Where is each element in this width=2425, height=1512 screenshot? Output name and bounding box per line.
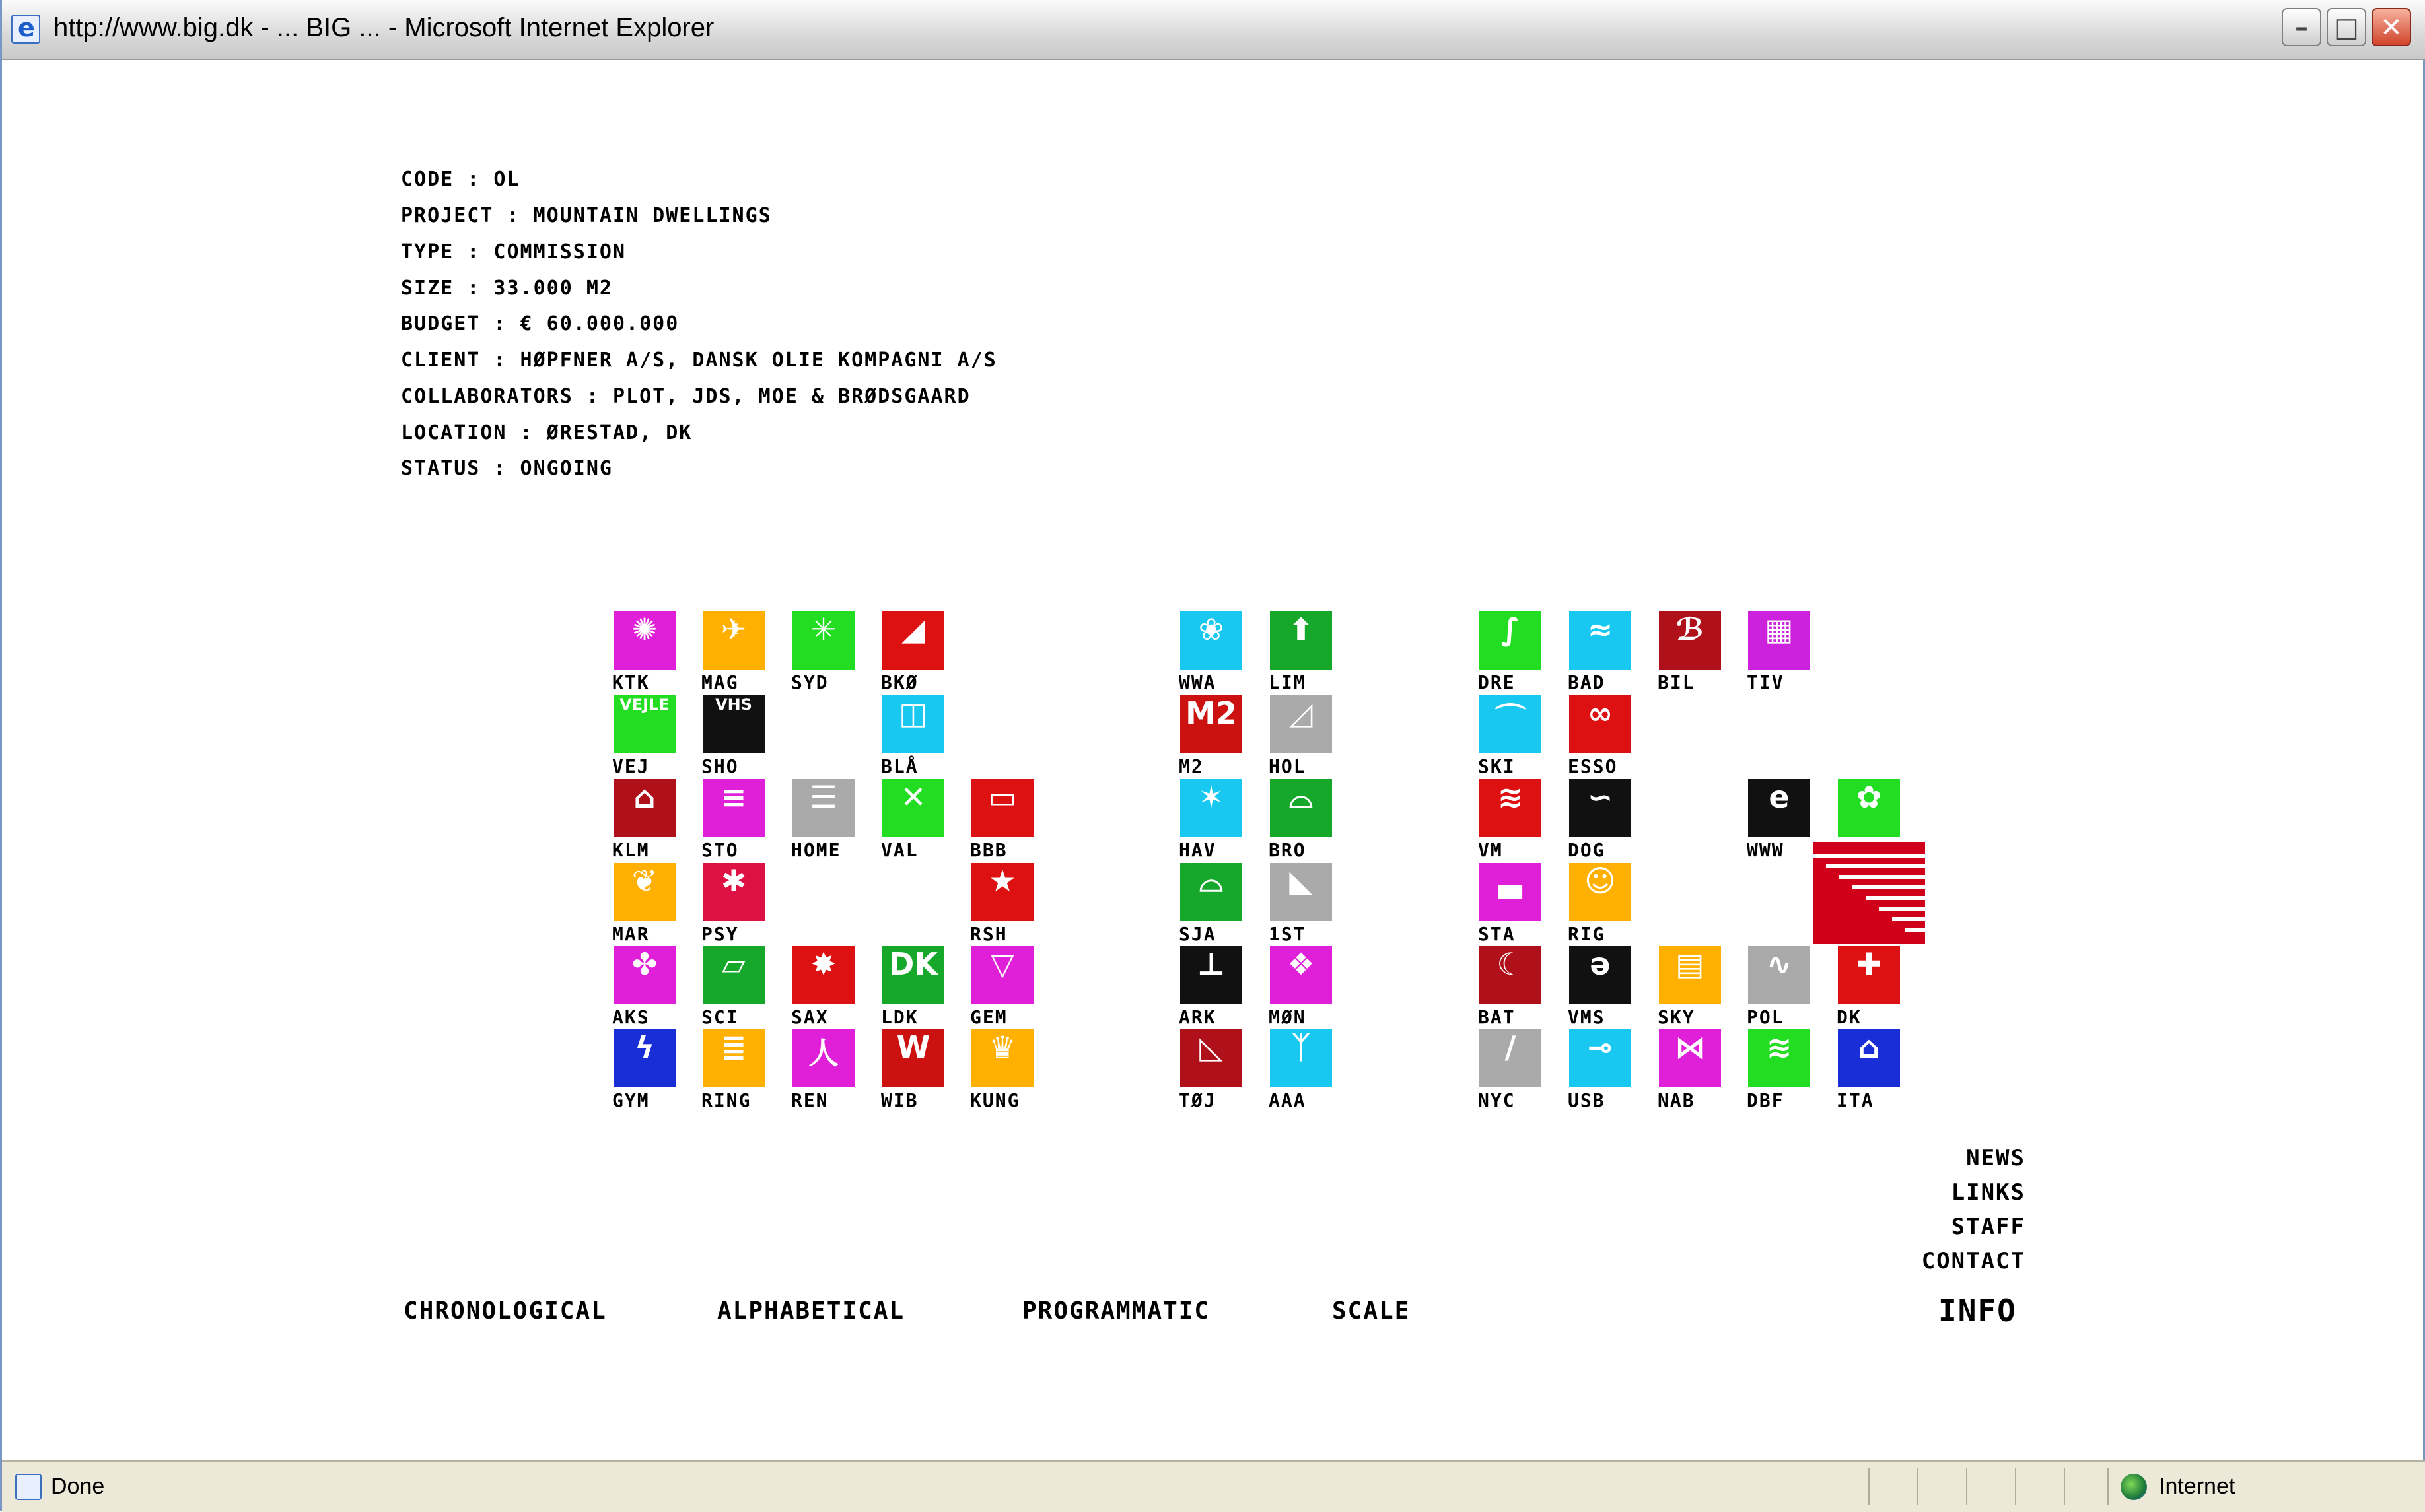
project-tile-bro[interactable] xyxy=(1270,779,1332,837)
val-icon: ✕ xyxy=(900,779,927,815)
title-bar[interactable] xyxy=(2,0,2425,60)
ita-icon: ⌂ xyxy=(1858,1029,1880,1065)
lim-icon: ⬆ xyxy=(1288,611,1314,647)
project-tile-label[interactable]: BIL xyxy=(1658,671,1695,693)
project-tile-bkø[interactable] xyxy=(882,611,944,670)
tiv-icon: ▦ xyxy=(1765,611,1794,647)
flag-staircase-icon[interactable] xyxy=(1813,842,1925,944)
stair-step xyxy=(1866,896,1925,900)
project-tile-mag[interactable] xyxy=(703,611,765,670)
ark-icon: ⊥ xyxy=(1197,946,1226,982)
project-tile-syd[interactable] xyxy=(792,611,855,670)
project-tile-label[interactable]: DBF xyxy=(1747,1089,1784,1111)
project-tile-label[interactable]: BLÅ xyxy=(881,755,919,777)
psy-icon: ✱ xyxy=(720,863,747,899)
stair-step xyxy=(1839,875,1925,879)
flag-icon: ✿ xyxy=(1856,779,1882,815)
nav-links[interactable]: LINKS xyxy=(1951,1179,2025,1206)
project-tile-1st[interactable] xyxy=(1270,863,1332,921)
project-tile-bil[interactable] xyxy=(1659,611,1721,670)
project-tile-esso[interactable] xyxy=(1569,695,1631,753)
status-divider xyxy=(2064,1468,2065,1505)
blå-icon: ◫ xyxy=(899,695,928,731)
project-tile-label[interactable]: PSY xyxy=(701,923,739,945)
project-tile-label[interactable]: AAA xyxy=(1269,1089,1306,1111)
sta-icon: ▃ xyxy=(1498,863,1522,899)
project-tile-label[interactable]: RSH xyxy=(970,923,1008,945)
project-tile-sax[interactable] xyxy=(792,946,855,1004)
stair-step xyxy=(1852,885,1925,889)
project-tile-label[interactable]: REN xyxy=(791,1089,829,1111)
sto-icon: ≡ xyxy=(720,779,747,815)
project-tile-label[interactable]: LDK xyxy=(881,1006,919,1028)
m2-icon: M2 xyxy=(1185,695,1237,731)
project-tile-bbb[interactable] xyxy=(971,779,1034,837)
project-tile-label[interactable]: SYD xyxy=(791,671,829,693)
project-tile-sja[interactable] xyxy=(1180,863,1242,921)
status-text: Done xyxy=(51,1474,105,1499)
project-tile-aaa[interactable] xyxy=(1270,1029,1332,1087)
minimize-button[interactable] xyxy=(2282,8,2321,46)
project-tile-rig[interactable] xyxy=(1569,863,1631,921)
project-tile-sho[interactable] xyxy=(703,695,765,753)
project-tile-label[interactable]: GEM xyxy=(970,1006,1008,1028)
info-type: TYPE : COMMISSION xyxy=(401,240,627,263)
project-tile-label[interactable]: TØJ xyxy=(1179,1089,1216,1111)
stair-step xyxy=(1879,907,1925,911)
project-tile-ktk[interactable] xyxy=(614,611,676,670)
bbb-icon: ▭ xyxy=(988,779,1017,815)
project-tile-dk[interactable] xyxy=(1838,946,1900,1004)
page-icon xyxy=(15,1474,42,1500)
sky-icon: ▤ xyxy=(1675,946,1705,982)
project-tile-bat[interactable] xyxy=(1479,946,1541,1004)
project-tile-psy[interactable] xyxy=(703,863,765,921)
project-tile-label[interactable]: NYC xyxy=(1478,1089,1516,1111)
project-tile-label[interactable]: WIB xyxy=(881,1089,919,1111)
project-tile-label[interactable]: KUNG xyxy=(970,1089,1020,1111)
stair-step xyxy=(1813,854,1925,858)
møn-icon: ❖ xyxy=(1287,946,1315,982)
project-tile-label[interactable]: ESSO xyxy=(1568,755,1618,777)
usb-icon: ⊸ xyxy=(1587,1029,1613,1065)
aks-icon: ✤ xyxy=(631,946,658,982)
project-tile-label[interactable]: DK xyxy=(1837,1006,1862,1028)
ski-icon: ⌒ xyxy=(1495,701,1526,737)
project-tile-sto[interactable] xyxy=(703,779,765,837)
project-tile-label[interactable]: DOG xyxy=(1568,839,1605,861)
ring-icon: ≣ xyxy=(720,1029,747,1065)
mag-icon: ✈ xyxy=(720,611,747,647)
home-icon: ☰ xyxy=(810,779,837,815)
stair-step xyxy=(1905,928,1925,932)
mar-icon: ❦ xyxy=(631,863,658,899)
project-tile-label[interactable]: 1ST xyxy=(1269,923,1306,945)
project-tile-label[interactable]: ARK xyxy=(1179,1006,1216,1028)
project-tile-dog[interactable] xyxy=(1569,779,1631,837)
kung-icon: ♛ xyxy=(989,1029,1016,1065)
project-tile-label[interactable]: KTK xyxy=(612,671,650,693)
bro-icon: ⌓ xyxy=(1288,779,1314,815)
project-tile-dre[interactable] xyxy=(1479,611,1541,670)
project-tile-label[interactable]: VEJ xyxy=(612,755,650,777)
internet-zone-icon xyxy=(2121,1474,2147,1500)
project-tile-label[interactable]: WWW xyxy=(1747,839,1784,861)
hav-icon: ✶ xyxy=(1198,779,1224,815)
ie-icon xyxy=(11,15,40,44)
window-title: http://www.big.dk - ... BIG ... - Microsoft Internet Explorer xyxy=(53,13,715,42)
project-tile-ita[interactable] xyxy=(1838,1029,1900,1087)
1st-icon: ◣ xyxy=(1289,863,1313,899)
status-divider xyxy=(1966,1468,1967,1505)
info-client: CLIENT : HØPFNER A/S, DANSK OLIE KOMPAGNI A/S xyxy=(401,349,997,372)
aaa-icon: ᛉ xyxy=(1292,1029,1310,1065)
status-divider xyxy=(2015,1468,2016,1505)
status-bar xyxy=(2,1460,2425,1512)
bkø-icon: ◢ xyxy=(901,611,925,647)
project-tile-rsh[interactable] xyxy=(971,863,1034,921)
project-tile-gem[interactable] xyxy=(971,946,1034,1004)
info-project: PROJECT : MOUNTAIN DWELLINGS xyxy=(401,204,772,227)
ldk-icon: DK xyxy=(889,946,938,982)
bat-icon: ☾ xyxy=(1496,946,1524,982)
project-tile-hol[interactable] xyxy=(1270,695,1332,753)
info-collaborators: COLLABORATORS : PLOT, JDS, MOE & BRØDSGAARD xyxy=(401,385,971,408)
close-icon: ✕ xyxy=(2380,13,2403,43)
project-tile-vm[interactable] xyxy=(1479,779,1541,837)
project-tile-wwa[interactable] xyxy=(1180,611,1242,670)
vej-icon: VEJLE xyxy=(619,695,670,714)
project-tile-home[interactable] xyxy=(792,779,855,837)
sort-scale[interactable]: SCALE xyxy=(1332,1297,1411,1324)
stair-step xyxy=(1892,917,1925,921)
zone-text: Internet xyxy=(2159,1474,2235,1499)
project-tile-label[interactable]: DRE xyxy=(1478,671,1516,693)
project-tile-bad[interactable] xyxy=(1569,611,1631,670)
nyc-icon: / xyxy=(1504,1029,1516,1065)
project-tile-label[interactable]: BAD xyxy=(1568,671,1605,693)
project-tile-mar[interactable] xyxy=(614,863,676,921)
wib-icon: W xyxy=(896,1029,931,1065)
project-tile-tiv[interactable] xyxy=(1748,611,1810,670)
maximize-button[interactable] xyxy=(2327,8,2366,46)
info-code: CODE : OL xyxy=(401,168,520,191)
info-link[interactable]: INFO xyxy=(1938,1293,2017,1328)
gym-icon: ϟ xyxy=(634,1029,655,1065)
project-tile-ark[interactable] xyxy=(1180,946,1242,1004)
tøj-icon: ◺ xyxy=(1199,1029,1223,1065)
esso-icon: ∞ xyxy=(1587,695,1613,731)
project-tile-label[interactable]: MAR xyxy=(612,923,650,945)
nab-icon: ⋈ xyxy=(1675,1029,1705,1065)
project-tile-label[interactable]: WWA xyxy=(1179,671,1216,693)
project-tile-label[interactable]: RING xyxy=(701,1089,752,1111)
project-tile-label[interactable]: VM xyxy=(1478,839,1503,861)
vm-icon: ≋ xyxy=(1497,779,1524,815)
dk-icon: ✚ xyxy=(1856,946,1882,982)
project-tile-label[interactable]: HAV xyxy=(1179,839,1216,861)
project-tile-kung[interactable] xyxy=(971,1029,1034,1087)
project-tile-sky[interactable] xyxy=(1659,946,1721,1004)
close-button[interactable] xyxy=(2372,8,2411,46)
sho-icon: VHS xyxy=(715,695,752,714)
project-tile-hav[interactable] xyxy=(1180,779,1242,837)
project-tile-label[interactable]: KLM xyxy=(612,839,650,861)
status-divider xyxy=(1917,1468,1918,1505)
project-tile-label[interactable]: VAL xyxy=(881,839,919,861)
project-tile-label[interactable]: LIM xyxy=(1269,671,1306,693)
project-tile-label[interactable]: BKØ xyxy=(881,671,919,693)
info-size: SIZE : 33.000 M2 xyxy=(401,277,613,300)
project-tile-label[interactable]: SAX xyxy=(791,1006,829,1028)
rsh-icon: ★ xyxy=(989,863,1016,899)
project-tile-dbf[interactable] xyxy=(1748,1029,1810,1087)
gem-icon: ▽ xyxy=(991,946,1014,982)
sort-alphabetical[interactable]: ALPHABETICAL xyxy=(717,1297,905,1324)
status-divider xyxy=(1868,1468,1870,1505)
ren-icon: 人 xyxy=(808,1035,839,1071)
bil-icon: ℬ xyxy=(1675,611,1705,647)
project-tile-label[interactable]: USB xyxy=(1568,1089,1605,1111)
sort-programmatic[interactable]: PROGRAMMATIC xyxy=(1022,1297,1211,1324)
dre-icon: ∫ xyxy=(1500,611,1520,647)
vms-icon: ǝ xyxy=(1590,946,1611,982)
maximize-icon: □ xyxy=(2334,13,2359,43)
project-tile-vms[interactable] xyxy=(1569,946,1631,1004)
project-tile-wib[interactable] xyxy=(882,1029,944,1087)
project-tile-blå[interactable] xyxy=(882,695,944,753)
project-tile-label[interactable]: STA xyxy=(1478,923,1516,945)
project-tile-møn[interactable] xyxy=(1270,946,1332,1004)
project-tile-vej[interactable] xyxy=(614,695,676,753)
project-tile-nab[interactable] xyxy=(1659,1029,1721,1087)
www-icon: e xyxy=(1769,779,1790,815)
project-tile-lim[interactable] xyxy=(1270,611,1332,670)
info-budget: BUDGET : € 60.000.000 xyxy=(401,312,680,335)
project-tile-label[interactable]: RIG xyxy=(1568,923,1605,945)
project-tile-label[interactable]: BBB xyxy=(970,839,1008,861)
bad-icon: ≈ xyxy=(1587,611,1613,647)
project-tile-label[interactable]: BAT xyxy=(1478,1006,1516,1028)
hol-icon: ◿ xyxy=(1289,695,1313,731)
project-tile-label[interactable]: POL xyxy=(1747,1006,1784,1028)
project-tile-label[interactable]: SKY xyxy=(1658,1006,1695,1028)
project-tile-ldk[interactable] xyxy=(882,946,944,1004)
wwa-icon: ❀ xyxy=(1198,611,1224,647)
info-location: LOCATION : ØRESTAD, DK xyxy=(401,421,693,444)
rig-icon: ☺ xyxy=(1584,863,1616,899)
project-tile-label[interactable]: ITA xyxy=(1837,1089,1874,1111)
info-status: STATUS : ONGOING xyxy=(401,457,613,480)
project-tile-sta[interactable] xyxy=(1479,863,1541,921)
page-viewport xyxy=(10,61,2416,1454)
project-tile-ren[interactable] xyxy=(792,1029,855,1087)
dbf-icon: ≋ xyxy=(1766,1029,1792,1065)
project-tile-label[interactable]: SCI xyxy=(701,1006,739,1028)
project-tile-label[interactable]: NAB xyxy=(1658,1089,1695,1111)
project-tile-pol[interactable] xyxy=(1748,946,1810,1004)
sja-icon: ⌓ xyxy=(1199,863,1224,899)
project-tile-label[interactable]: BRO xyxy=(1269,839,1306,861)
syd-icon: ✳ xyxy=(810,611,837,647)
project-tile-label[interactable]: SHO xyxy=(701,755,739,777)
ktk-icon: ✺ xyxy=(631,611,658,647)
sax-icon: ✸ xyxy=(810,946,837,982)
nav-staff[interactable]: STAFF xyxy=(1951,1214,2025,1240)
status-divider xyxy=(2107,1468,2109,1505)
project-tile-www[interactable] xyxy=(1748,779,1810,837)
project-tile-label[interactable]: GYM xyxy=(612,1089,650,1111)
sort-chronological[interactable]: CHRONOLOGICAL xyxy=(404,1297,607,1324)
project-tile-ski[interactable] xyxy=(1479,695,1541,753)
project-tile-label[interactable]: MAG xyxy=(701,671,739,693)
project-tile-label[interactable]: M2 xyxy=(1179,755,1204,777)
sci-icon: ▱ xyxy=(722,946,746,982)
project-tile-val[interactable] xyxy=(882,779,944,837)
nav-contact[interactable]: CONTACT xyxy=(1921,1248,2025,1274)
pol-icon: ∿ xyxy=(1766,946,1792,982)
project-tile-label[interactable]: SKI xyxy=(1478,755,1516,777)
project-tile-m2[interactable] xyxy=(1180,695,1242,753)
project-tile-label[interactable]: HOME xyxy=(791,839,841,861)
klm-icon: ⌂ xyxy=(633,779,656,815)
project-tile-label[interactable]: TIV xyxy=(1747,671,1784,693)
project-tile-flag[interactable] xyxy=(1838,779,1900,837)
project-tile-label[interactable]: STO xyxy=(701,839,739,861)
stair-step xyxy=(1826,864,1925,868)
project-tile-label[interactable]: VMS xyxy=(1568,1006,1605,1028)
project-tile-nyc[interactable] xyxy=(1479,1029,1541,1087)
project-tile-ring[interactable] xyxy=(703,1029,765,1087)
dog-icon: ∽ xyxy=(1587,779,1613,815)
project-tile-label[interactable]: MØN xyxy=(1269,1006,1306,1028)
project-tile-usb[interactable] xyxy=(1569,1029,1631,1087)
project-tile-gym[interactable] xyxy=(614,1029,676,1087)
project-tile-klm[interactable] xyxy=(614,779,676,837)
nav-news[interactable]: NEWS xyxy=(1966,1145,2025,1171)
project-tile-aks[interactable] xyxy=(614,946,676,1004)
project-tile-label[interactable]: AKS xyxy=(612,1006,650,1028)
project-tile-sci[interactable] xyxy=(703,946,765,1004)
project-tile-label[interactable]: SJA xyxy=(1179,923,1216,945)
minimize-icon: – xyxy=(2295,13,2308,43)
project-tile-label[interactable]: HOL xyxy=(1269,755,1306,777)
project-tile-tøj[interactable] xyxy=(1180,1029,1242,1087)
